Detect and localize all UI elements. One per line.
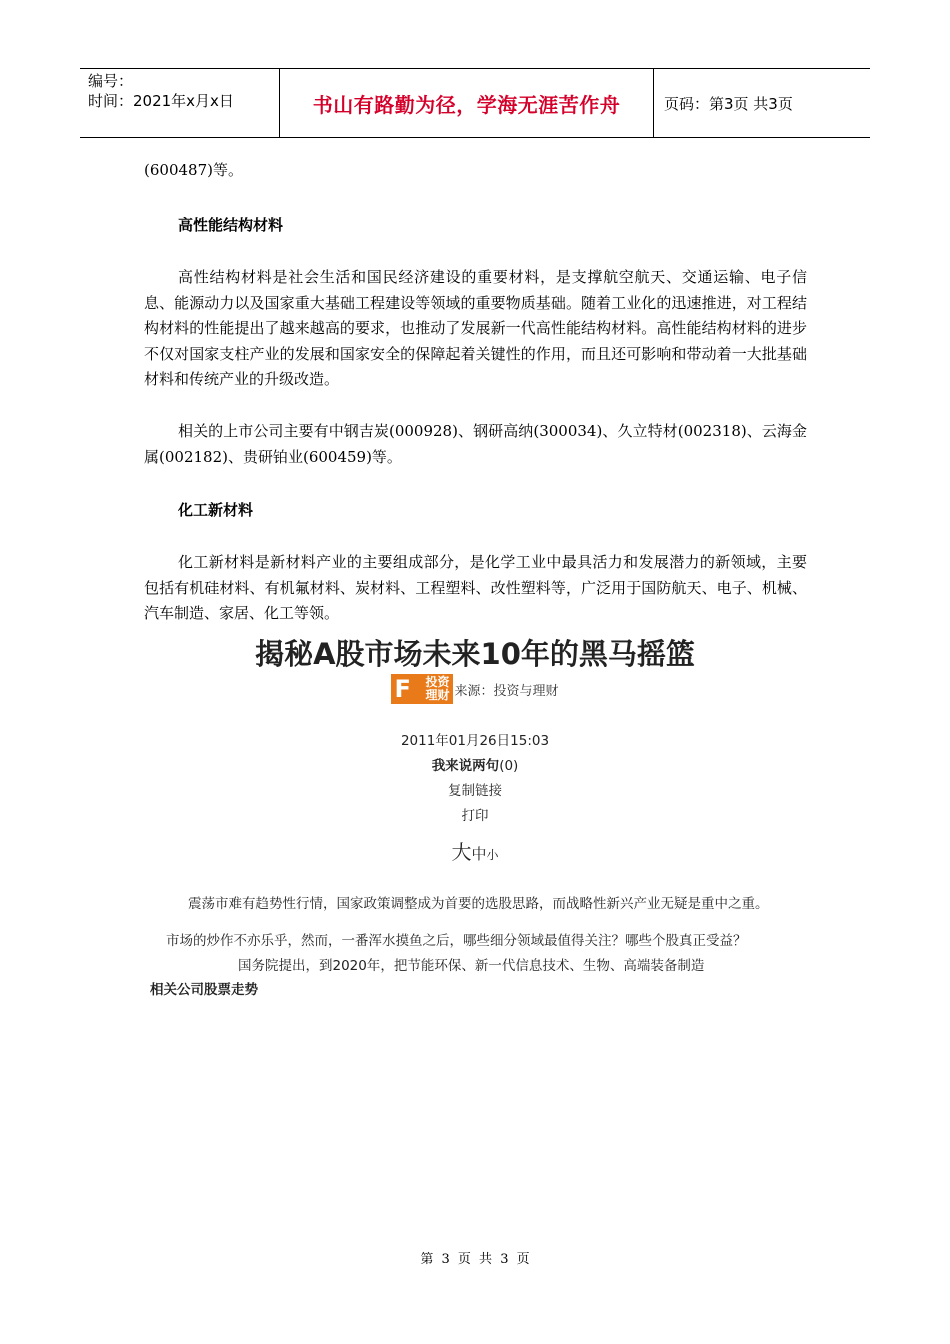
section-heading-structural: 高性能结构材料 [178, 216, 284, 234]
logo-text-bottom: 理财 [425, 688, 450, 702]
number-label: 编号： [88, 72, 134, 90]
copy-link[interactable]: 复制链接 [448, 783, 502, 799]
font-size-controls [0, 836, 950, 865]
publisher-logo [391, 674, 453, 704]
header-motto: 书山有路勤为径，学海无涯苦作舟 [280, 69, 654, 137]
logo-text-top: 投资 [425, 675, 450, 689]
font-small-button[interactable]: 小 [486, 848, 499, 862]
article-paragraph-1: 震荡市难有趋势性行情，国家政策调整成为首要的选股思路，而战略性新兴产业无疑是重中之重。 [188, 896, 769, 912]
page-footer: 第 3 页 共 3 页 [420, 1252, 530, 1267]
continued-line: (600487)等。 [144, 161, 243, 179]
header-meta [80, 69, 280, 137]
header-page-info: 页码：第3页 共3页 [664, 94, 793, 113]
source-label: 来源：投资与理财 [454, 683, 559, 699]
date-label: 时间：2021年x月x日 [88, 92, 234, 110]
article-paragraph-3: 国务院提出，到2020年，把节能环保、新一代信息技术、生物、高端装备制造 [238, 958, 705, 974]
article-datetime: 2011年01月26日15:03 [400, 733, 550, 749]
paragraph-chemical-intro: 化工新材料是新材料产业的主要组成部分，是化学工业中最具活力和发展潜力的新领域，主要包括有机硅材料、有机氟材料、炭材料、工程塑料、改性塑料等，广泛用于国防航天、电子、机械、汽车制造、家居、化工等领。 [144, 553, 807, 622]
logo-f-icon: F [394, 675, 411, 703]
comment-row [0, 754, 950, 774]
comment-link[interactable]: 我来说两句 [431, 758, 500, 774]
related-stocks-heading: 相关公司股票走势 [150, 982, 258, 998]
header-table [80, 68, 870, 138]
comment-count: (0) [499, 758, 519, 774]
font-medium-button[interactable]: 中 [471, 845, 487, 863]
print-link[interactable]: 打印 [461, 808, 489, 824]
paragraph-structural-companies: 相关的上市公司主要有中钢吉炭(000928)、钢研高纳(300034)、久立特材(002318)、云海金属(002182)、贵研铂业(600459)等。 [144, 422, 807, 466]
article-source [0, 674, 950, 704]
font-large-button[interactable]: 大 [451, 840, 472, 864]
article-paragraph-2: 市场的炒作不亦乐乎，然而，一番浑水摸鱼之后，哪些细分领域最值得关注？哪些个股真正受益？ [166, 933, 747, 949]
paragraph-structural-intro: 高性结构材料是社会生活和国民经济建设的重要材料，是支撑航空航天、交通运输、电子信息、能源动力以及国家重大基础工程建设等领域的重要物质基础。随着工业化的迅速推进，对工程结构材料的性能提出了越来越高的要求，也推动了发展新一代高性能结构材料。高性能结构材料的进步不仅对国家支柱产业的发展和国家安全的保障起着关键性的作用，而且还可影响和带动着一大批基础材料和传统产业的升级改造。 [144, 268, 807, 388]
section-heading-chemical: 化工新材料 [178, 501, 254, 519]
article-title: 揭秘A股市场未来10年的黑马摇篮 [255, 637, 695, 671]
